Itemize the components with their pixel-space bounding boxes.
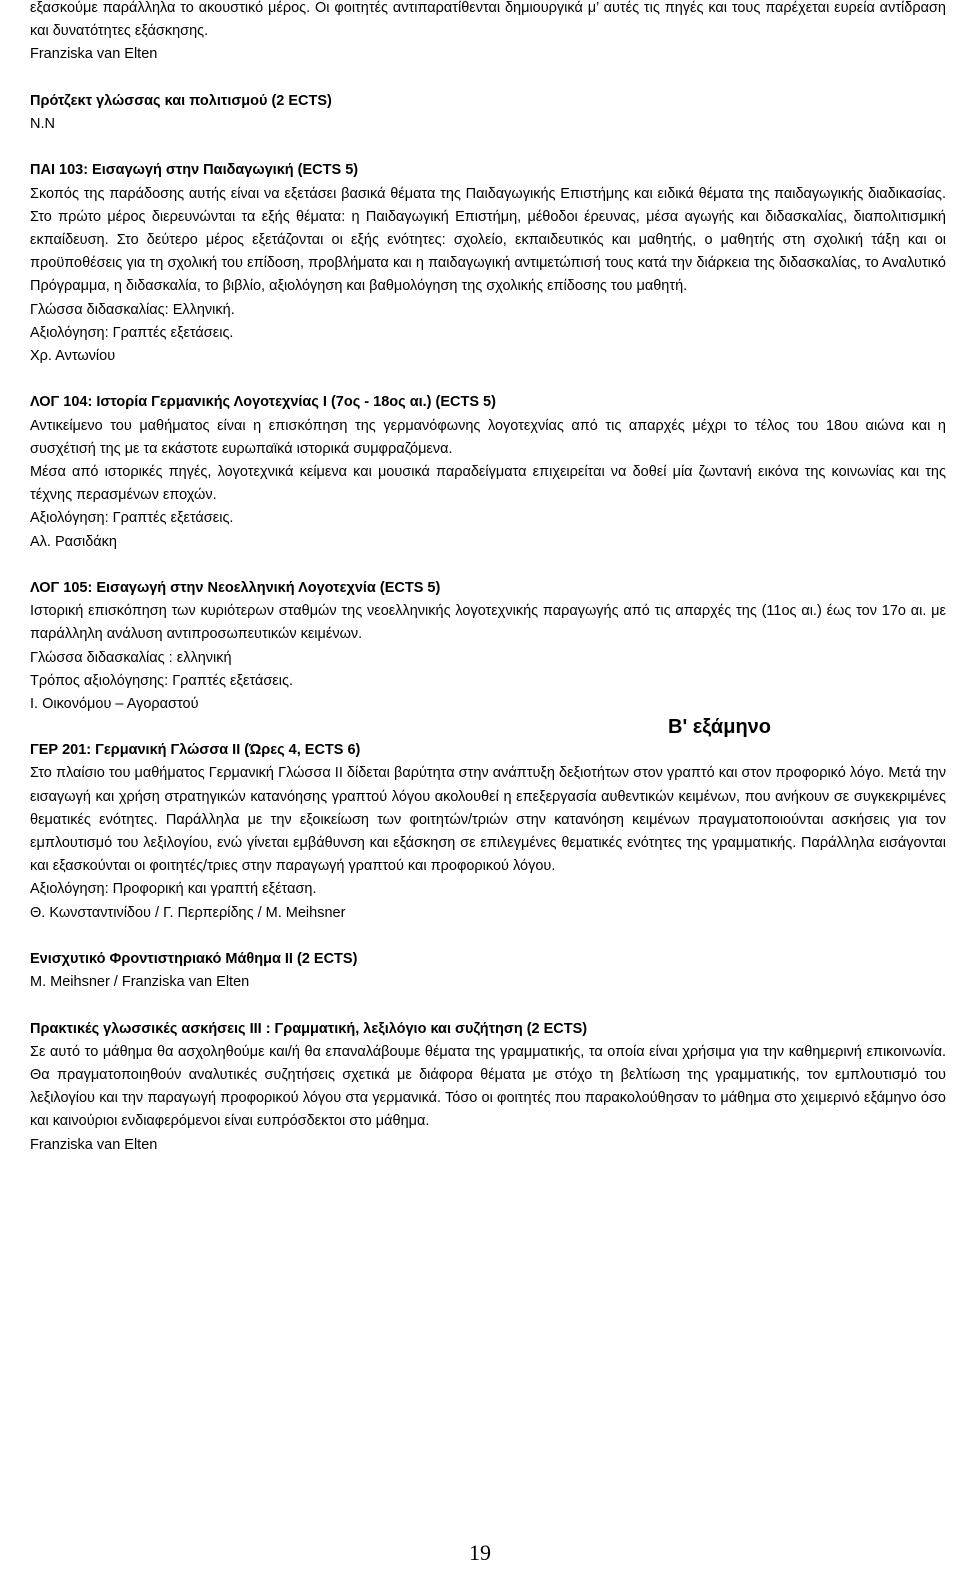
instructor-name: Franziska van Elten [30, 46, 158, 63]
assessment-method: Αξιολόγηση: Προφορική και γραπτή εξέταση. [30, 881, 317, 898]
assessment-method: Τρόπος αξιολόγησης: Γραπτές εξετάσεις. [30, 672, 294, 689]
course-description: Ιστορική επισκόπηση των κυριότερων σταθμών της νεοελληνικής λογοτεχνικής παραγωγής από τις απαρχές της (11ος αι.) έως τον 17ο αι. με παράλληλη ανάλυση αντιπροσωπευτικών κειμένων. [30, 603, 946, 643]
instructor-names: Θ. Κωνσταντινίδου / Γ. Περπερίδης / Μ. Meihsner [30, 904, 346, 921]
teaching-language: Γλώσσα διδασκαλίας: Ελληνική. [30, 301, 235, 318]
instructor-name: Ι. Οικονόμου – Αγοραστού [30, 696, 199, 713]
course-title: ΓΕΡ 201: Γερμανική Γλώσσα ΙΙ (Ώρες 4, ECTS 6) [30, 742, 361, 759]
assessment-method: Αξιολόγηση: Γραπτές εξετάσεις. [30, 324, 234, 341]
document-page [30, 0, 946, 1157]
course-description: Στο πλαίσιο του μαθήματος Γερμανική Γλώσσα ΙΙ δίδεται βαρύτητα στην ανάπτυξη δεξιοτήτων στον γραπτό και στον προφορικό λόγο. Μετά την εισαγωγή και χρήση στρατηγικών κατανόησης γραπτού λόγου ακολουθεί η επεξεργασία αυθεντικών κειμένων, που ανήκουν σε συγκεκριμένες θεματικές ενότητες. Παράλληλα με την εξοικείωση των φοιτητών/τριών στην κατανόηση κειμένων πραγματοποιούνται ασκήσεις για τον εμπλουτισμό του λεξιλογίου, ενώ γίνεται εμβάθυνση και εξάσκηση σε επιλεγμένες θεματικές ενότητες της γραμματικής. Παράλληλα εισάγονται και εξασκούνται οι φοιτητές/τριες στην παραγωγή γραπτού και προφορικού λόγου. [30, 765, 946, 875]
page-number: 19 [469, 1540, 491, 1565]
instructor-name: Χρ. Αντωνίου [30, 348, 116, 365]
assessment-method: Αξιολόγηση: Γραπτές εξετάσεις. [30, 510, 234, 527]
course-title: Πρακτικές γλωσσικές ασκήσεις ΙΙΙ : Γραμματική, λεξιλόγιο και συζήτηση (2 ECTS) [30, 1020, 588, 1037]
semester-heading: Β' εξάμηνο [668, 716, 771, 739]
instructor-names: Μ. Meihsner / Franziska van Elten [30, 974, 250, 991]
course-title: ΛΟΓ 104: Ιστορία Γερμανικής Λογοτεχνίας Ι (7ος - 18ος αι.) (ECTS 5) [30, 394, 496, 411]
course-description: Σε αυτό το μάθημα θα ασχοληθούμε και/ή θα επαναλάβουμε θέματα της γραμματικής, τα οποία είναι χρήσιμα για την καθημερινή επικοινωνία. Θα πραγματοποιηθούν αναλυτικές συζητήσεις σχετικά με διάφορα θέματα με στόχο τη βελτίωση της γραμματικής, τον εμπλουτισμό του λεξιλογίου και την παραγωγή προφορικού λόγου στα γερμανικά. Τόσο οι φοιτητές που παρακολούθησαν το μάθημα στο χειμερινό εξάμηνο όσο και καινούριοι ενδιαφερόμενοι είναι ευπρόσδεκτοι στο μάθημα. [30, 1043, 946, 1130]
instructor-name: Αλ. Ρασιδάκη [30, 533, 117, 550]
course-description: Μέσα από ιστορικές πηγές, λογοτεχνικά κείμενα και μουσικά παραδείγματα επιχειρείται να δοθεί μία ζωντανή εικόνα της κοινωνίας και της τέχνης περασμένων εποχών. [30, 464, 946, 504]
instructor-name: Franziska van Elten [30, 1136, 158, 1153]
teaching-language: Γλώσσα διδασκαλίας : ελληνική [30, 649, 232, 666]
course-title: Πρότζεκτ γλώσσας και πολιτισμού (2 ECTS) [30, 92, 332, 109]
course-title: ΠΑΙ 103: Εισαγωγή στην Παιδαγωγική (ECTS 5) [30, 162, 359, 179]
course-title: Ενισχυτικό Φροντιστηριακό Μάθημα ΙΙ (2 ECTS) [30, 951, 358, 968]
instructor-name: Ν.Ν [30, 116, 55, 132]
course-description: Αντικείμενο του μαθήματος είναι η επισκόπηση της γερμανόφωνης λογοτεχνίας από τις απαρχές μέχρι το τέλος του 18ου αιώνα και η συσχέτισή της με τα εκάστοτε ευρωπαϊκά ιστορικά συμφραζόμενα. [30, 417, 946, 457]
course-description: Σκοπός της παράδοσης αυτής είναι να εξετάσει βασικά θέματα της Παιδαγωγικής Επιστήμης και ειδικά θέματα της παιδαγωγικής διαδικασίας. Στο πρώτο μέρος διερευνώνται τα εξής θέματα: η Παιδαγωγική Επιστήμη, μέθοδοι έρευνας, μέσα αγωγής και διδασκαλίας, διαπολιτισμική εκπαίδευση. Στο δεύτερο μέρος εξετάζονται οι εξής ενότητες: σχολείο, εκπαιδευτικός και μαθητής, ο μαθητής στη σχολική τάξη και οι προϋποθέσεις για τη σχολική του επίδοση, προβλήματα και η παιδαγωγική αντιμετώπισή τους κατά την διάρκεια της διδασκαλίας, το Αναλυτικό Πρόγραμμα, η διδασκαλία, το βιβλίο, αξιολόγηση και βαθμολόγηση της σχολικής επίδοσης του μαθητή. [30, 185, 946, 295]
continued-paragraph: εξασκούμε παράλληλα το ακουστικό μέρος. Οι φοιτητές αντιπαρατίθενται δημιουργικά μ’ αυτές τις πηγές και τους παρέχεται ευρεία αντίδραση και δυνατότητες εξάσκησης. [30, 0, 946, 40]
course-title: ΛΟΓ 105: Εισαγωγή στην Νεοελληνική Λογοτεχνία (ECTS 5) [30, 580, 441, 597]
